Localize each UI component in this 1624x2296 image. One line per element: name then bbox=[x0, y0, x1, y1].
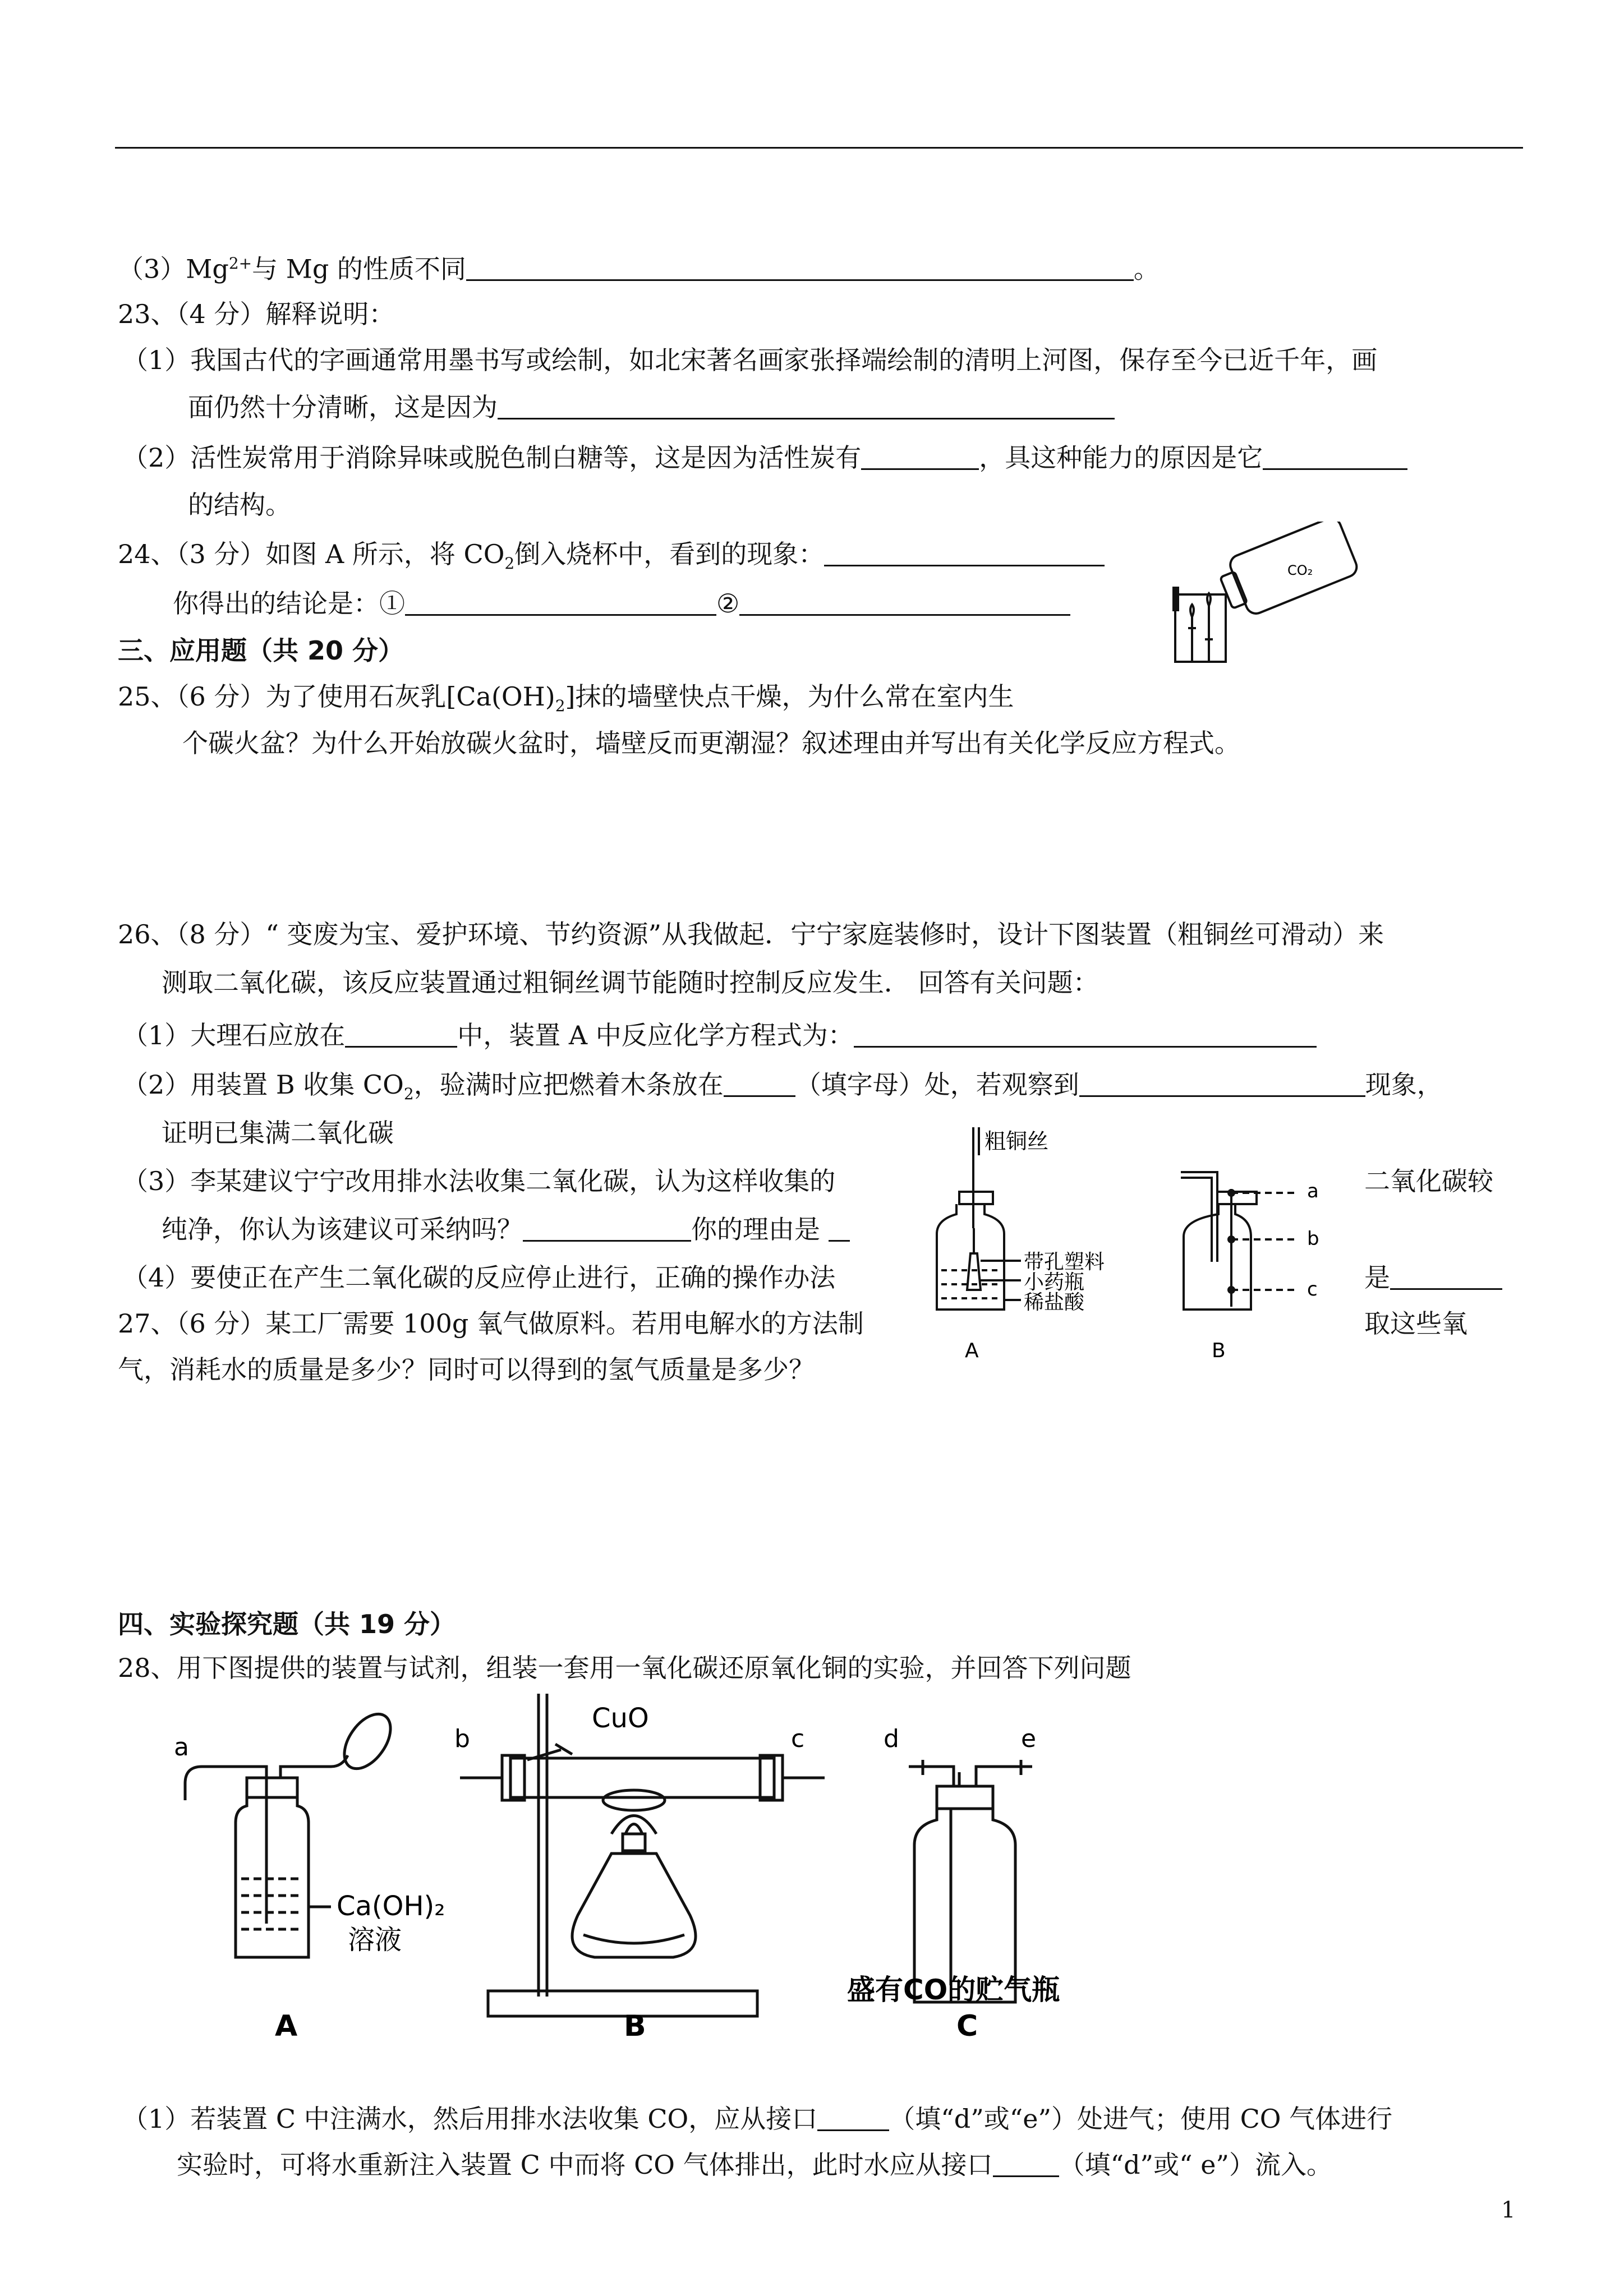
svg-text:a: a bbox=[174, 1733, 189, 1762]
answer-blank[interactable] bbox=[466, 255, 1134, 281]
answer-blank[interactable] bbox=[829, 1215, 850, 1242]
q26-part3-line1: （3）李某建议宁宁改用排水法收集二氧化碳，认为这样收集的 bbox=[122, 1166, 836, 1196]
lamp-wick-icon bbox=[623, 1834, 645, 1851]
q23-part1-line1: （1）我国古代的字画通常用墨书写或绘制，如北宋著名画家张择端绘制的清明上河图，保存至今已近千年，画 bbox=[122, 345, 1378, 375]
svg-text:B: B bbox=[1212, 1339, 1226, 1362]
beaker-icon bbox=[1175, 594, 1226, 662]
bottle-C-icon bbox=[909, 1760, 1032, 2002]
co-reduction-figure bbox=[168, 1688, 1156, 2047]
q26-part2-line1: （2）用装置 B 收集 $CO_2$，验满时应把燃着木条放在 （填字母）处，若观察到 现象， bbox=[122, 1069, 1443, 1104]
svg-text:C: C bbox=[956, 2009, 978, 2043]
answer-blank[interactable] bbox=[498, 393, 1115, 419]
q26-part3-line2: 纯净，你认为该建议可采纳吗？ 你的理由是 bbox=[162, 1212, 850, 1246]
svg-text:盛有CO的贮气瓶: 盛有CO的贮气瓶 bbox=[847, 1974, 1060, 2006]
svg-text:带孔塑料: 带孔塑料 bbox=[1024, 1251, 1105, 1274]
q26-part4-line1: （4）要使正在产生二氧化碳的反应停止进行，正确的操作办法 bbox=[122, 1262, 836, 1293]
answer-blank[interactable] bbox=[345, 1021, 457, 1048]
svg-text:A: A bbox=[275, 2009, 298, 2043]
answer-blank[interactable] bbox=[854, 1021, 1317, 1048]
svg-text:稀盐酸: 稀盐酸 bbox=[1024, 1291, 1085, 1314]
q28-part1-line1: （1）若装置 C 中注满水，然后用排水法收集 CO，应从接口 （填“d”或“e”）处进气；使用 CO 气体进行 bbox=[122, 2104, 1393, 2134]
q25-line2: 个碳火盆？为什么开始放碳火盆时，墙壁反而更潮湿？叙述理由并写出有关化学反应方程式。 bbox=[182, 728, 1240, 758]
svg-text:小药瓶: 小药瓶 bbox=[1024, 1271, 1085, 1294]
q22-part3: $(3)Mg^{2+}$与 Mg 的性质不同 。 bbox=[118, 253, 1160, 284]
q27-line1: 27、（6 分）某工厂需要 100g 氧气做原料。若用电解水的方法制 bbox=[118, 1308, 864, 1339]
svg-text:CO₂: CO₂ bbox=[1287, 563, 1313, 578]
q23-part1-line2: 面仍然十分清晰，这是因为 bbox=[188, 390, 1115, 424]
svg-text:a: a bbox=[1307, 1180, 1319, 1202]
svg-text:d: d bbox=[884, 1725, 899, 1753]
answer-blank[interactable] bbox=[724, 1071, 795, 1097]
svg-text:e: e bbox=[1021, 1725, 1037, 1753]
answer-blank[interactable] bbox=[1079, 1071, 1365, 1097]
answer-blank[interactable] bbox=[817, 2105, 889, 2131]
q23-part2-line1: （2）活性炭常用于消除异味或脱色制白糖等，这是因为活性炭有 ，具这种能力的原因是它 bbox=[122, 441, 1407, 474]
page-number: 1 bbox=[1501, 2197, 1516, 2223]
q27-right: 取这些氧 bbox=[1364, 1308, 1467, 1339]
section4-heading: 四、实验探究题（共 19 分） bbox=[118, 1609, 456, 1639]
cuo-powder-icon bbox=[603, 1790, 665, 1810]
answer-blank[interactable] bbox=[523, 1215, 691, 1242]
q28-title: 28、用下图提供的装置与试剂，组装一套用一氧化碳还原氧化铜的实验，并回答下列问题 bbox=[118, 1653, 1131, 1683]
stand-base-icon bbox=[488, 1991, 757, 2016]
svg-text:b: b bbox=[454, 1725, 470, 1753]
svg-text:CuO: CuO bbox=[592, 1703, 649, 1734]
answer-blank[interactable] bbox=[993, 2151, 1059, 2177]
section3-heading: 三、应用题（共 20 分） bbox=[118, 635, 404, 666]
q26-part2-line2: 证明已集满二氧化碳 bbox=[162, 1118, 394, 1148]
answer-blank[interactable] bbox=[1263, 444, 1407, 470]
q26-line1: 26、（8 分）“ 变废为宝、爱护环境、节约资源”从我做起．宁宁家庭装修时，设计下图装置（粗铜丝可滑动）来 bbox=[118, 919, 1384, 949]
q24-line1: 24、（3 分）如图 A 所示，将 $CO_2$倒入烧杯中，看到的现象： bbox=[118, 537, 1105, 580]
svg-text:b: b bbox=[1307, 1228, 1319, 1250]
q27-line2: 气，消耗水的质量是多少？同时可以得到的氢气质量是多少？ bbox=[118, 1354, 815, 1385]
q28-part1-line2: 实验时，可将水重新注入装置 C 中而将 CO 气体排出，此时水应从接口 （填“d”或“ e”）流入。 bbox=[177, 2150, 1332, 2180]
co2-pour-figure bbox=[1172, 522, 1369, 673]
rubber-bulb-icon bbox=[335, 1706, 400, 1777]
answer-blank[interactable] bbox=[824, 540, 1105, 566]
svg-text:c: c bbox=[791, 1725, 805, 1753]
svg-text:溶液: 溶液 bbox=[348, 1924, 402, 1956]
q26-line2: 测取二氧化碳，该反应装置通过粗铜丝调节能随时控制反应发生． 回答有关问题： bbox=[162, 967, 1099, 998]
alcohol-lamp-icon bbox=[572, 1854, 696, 1957]
header-rule bbox=[115, 147, 1523, 149]
q23-title: 23、（4 分）解释说明： bbox=[118, 299, 395, 329]
svg-text:粗铜丝: 粗铜丝 bbox=[984, 1129, 1049, 1154]
co2-apparatus-figure bbox=[926, 1122, 1352, 1374]
svg-text:c: c bbox=[1307, 1278, 1318, 1301]
svg-text:A: A bbox=[965, 1339, 979, 1362]
answer-blank[interactable] bbox=[739, 589, 1070, 616]
svg-text:B: B bbox=[624, 2009, 646, 2043]
answer-blank[interactable] bbox=[405, 589, 716, 616]
q26-part1: （1）大理石应放在 中，装置 A 中反应化学方程式为： bbox=[122, 1018, 1317, 1052]
apparatus-B-icon bbox=[460, 1694, 825, 2016]
q24-line2: 你得出的结论是：① ② bbox=[173, 587, 1070, 620]
svg-text:Ca(OH)₂: Ca(OH)₂ bbox=[337, 1891, 445, 1922]
q25-line1: 25、（6 分）为了使用石灰乳$[Ca(OH)_2]$抹的墙壁快点干燥，为什么常在室内生 bbox=[118, 681, 1014, 716]
answer-blank[interactable] bbox=[1390, 1264, 1502, 1290]
answer-blank[interactable] bbox=[861, 444, 979, 470]
q26-part3-right: 二氧化碳较 bbox=[1364, 1166, 1493, 1196]
q26-part4-right: 是 bbox=[1364, 1261, 1502, 1294]
q23-part2-line2: 的结构。 bbox=[188, 490, 291, 520]
